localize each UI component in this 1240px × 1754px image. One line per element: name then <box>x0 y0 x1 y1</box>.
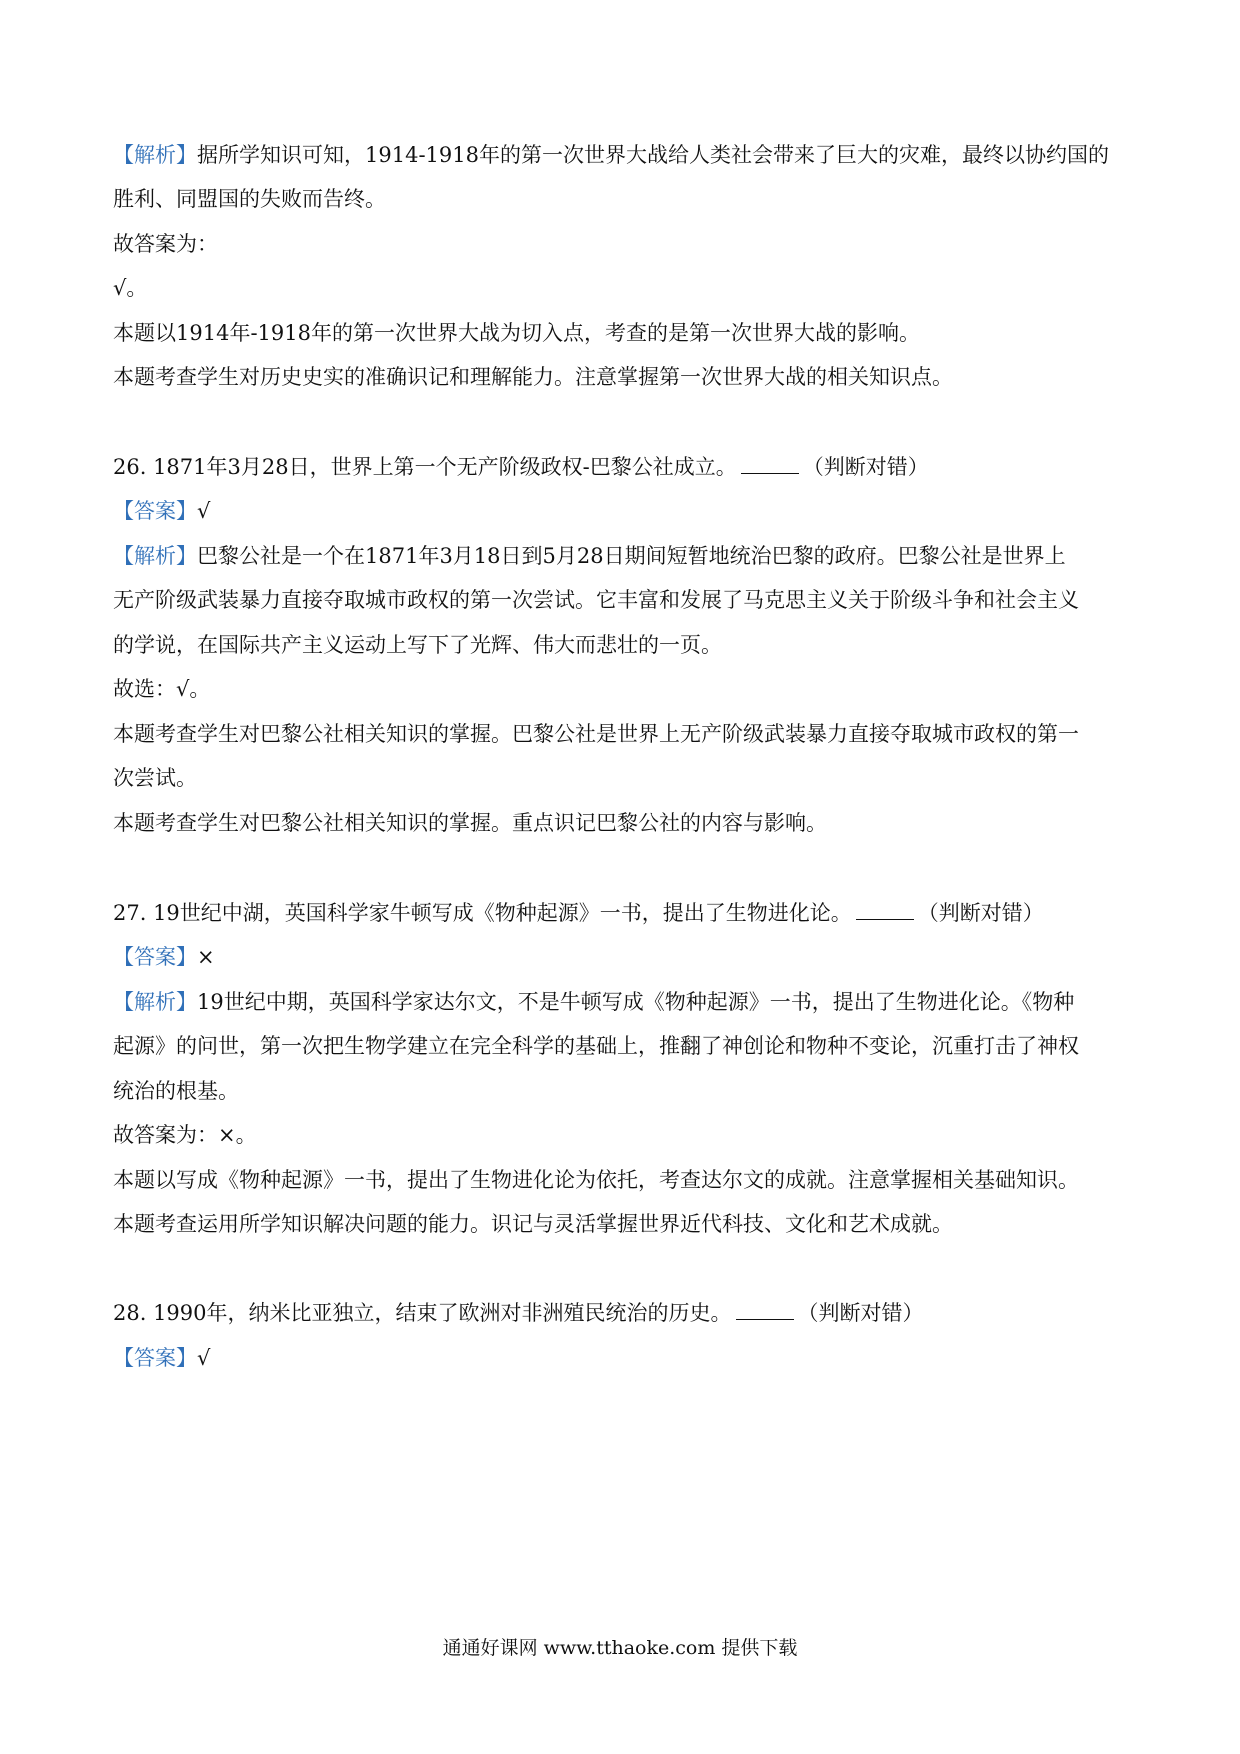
analysis-line: 【解析】巴黎公社是一个在1871年3月18日到5月28日期间短暂地统治巴黎的政府。巴黎公社是世界上 <box>113 544 1066 568</box>
result-line: 故选：√。 <box>113 677 211 701</box>
analysis-label: 【解析】 <box>113 544 197 568</box>
question-28: 28. 1990年，纳米比亚独立，结束了欧洲对非洲殖民统治的历史。 （判断对错） <box>113 1301 924 1325</box>
result-line: 故答案为：×。 <box>113 1123 257 1147</box>
result-value: √。 <box>113 276 148 300</box>
question-26: 26. 1871年3月28日，世界上第一个无产阶级政权-巴黎公社成立。 （判断对错） <box>113 455 929 479</box>
analysis-line: 【解析】据所学知识可知，1914-1918年的第一次世界大战给人类社会带来了巨大的灾难，最终以协约国的 <box>113 143 1109 167</box>
page-footer: 通通好课网 www.tthaoke.com 提供下载 <box>442 1637 798 1659</box>
analysis-label: 【解析】 <box>113 990 197 1014</box>
answer-line <box>113 1343 1133 1373</box>
answer-label: 【答案】 <box>113 945 197 969</box>
analysis-line: 的学说，在国际共产主义运动上写下了光辉、伟大而悲壮的一页。 <box>113 633 722 657</box>
question-27: 27. 19世纪中湖，英国科学家牛顿写成《物种起源》一书，提出了生物进化论。 （判断对错） <box>113 901 1044 925</box>
note-line: 本题考查学生对历史史实的准确识记和理解能力。注意掌握第一次世界大战的相关知识点。 <box>113 365 953 389</box>
analysis-line: 【解析】19世纪中期，英国科学家达尔文，不是牛顿写成《物种起源》一书，提出了生物进化论。《物种 <box>113 990 1075 1014</box>
answer-value: × <box>197 945 215 969</box>
note-line: 本题考查学生对巴黎公社相关知识的掌握。重点识记巴黎公社的内容与影响。 <box>113 811 827 835</box>
note-line: 本题考查学生对巴黎公社相关知识的掌握。巴黎公社是世界上无产阶级武装暴力直接夺取城市政权的第一 <box>113 722 1079 746</box>
analysis-line: 胜利、同盟国的失败而告终。 <box>113 187 386 211</box>
note-line: 本题考查运用所学知识解决问题的能力。识记与灵活掌握世界近代科技、文化和艺术成就。 <box>113 1212 953 1236</box>
answer-blank <box>856 899 914 920</box>
answer-line <box>113 942 1133 972</box>
result-label: 故答案为： <box>113 232 218 256</box>
answer-value: √ <box>197 1346 211 1370</box>
answer-label: 【答案】 <box>113 499 197 523</box>
note-line: 次尝试。 <box>113 766 197 790</box>
note-line: 本题以1914年-1918年的第一次世界大战为切入点，考查的是第一次世界大战的影响。 <box>113 321 920 345</box>
analysis-line: 统治的根基。 <box>113 1079 239 1103</box>
note-line: 本题以写成《物种起源》一书，提出了生物进化论为依托，考查达尔文的成就。注意掌握相关基础知识。 <box>113 1168 1079 1192</box>
answer-line <box>113 496 1133 526</box>
analysis-label: 【解析】 <box>113 143 197 167</box>
answer-label: 【答案】 <box>113 1346 197 1370</box>
analysis-line: 起源》的问世，第一次把生物学建立在完全科学的基础上，推翻了神创论和物种不变论，沉重打击了神权 <box>113 1034 1079 1058</box>
answer-value: √ <box>197 499 211 523</box>
answer-blank <box>736 1299 794 1320</box>
analysis-line: 无产阶级武装暴力直接夺取城市政权的第一次尝试。它丰富和发展了马克思主义关于阶级斗争和社会主义 <box>113 588 1079 612</box>
answer-blank <box>741 453 799 474</box>
